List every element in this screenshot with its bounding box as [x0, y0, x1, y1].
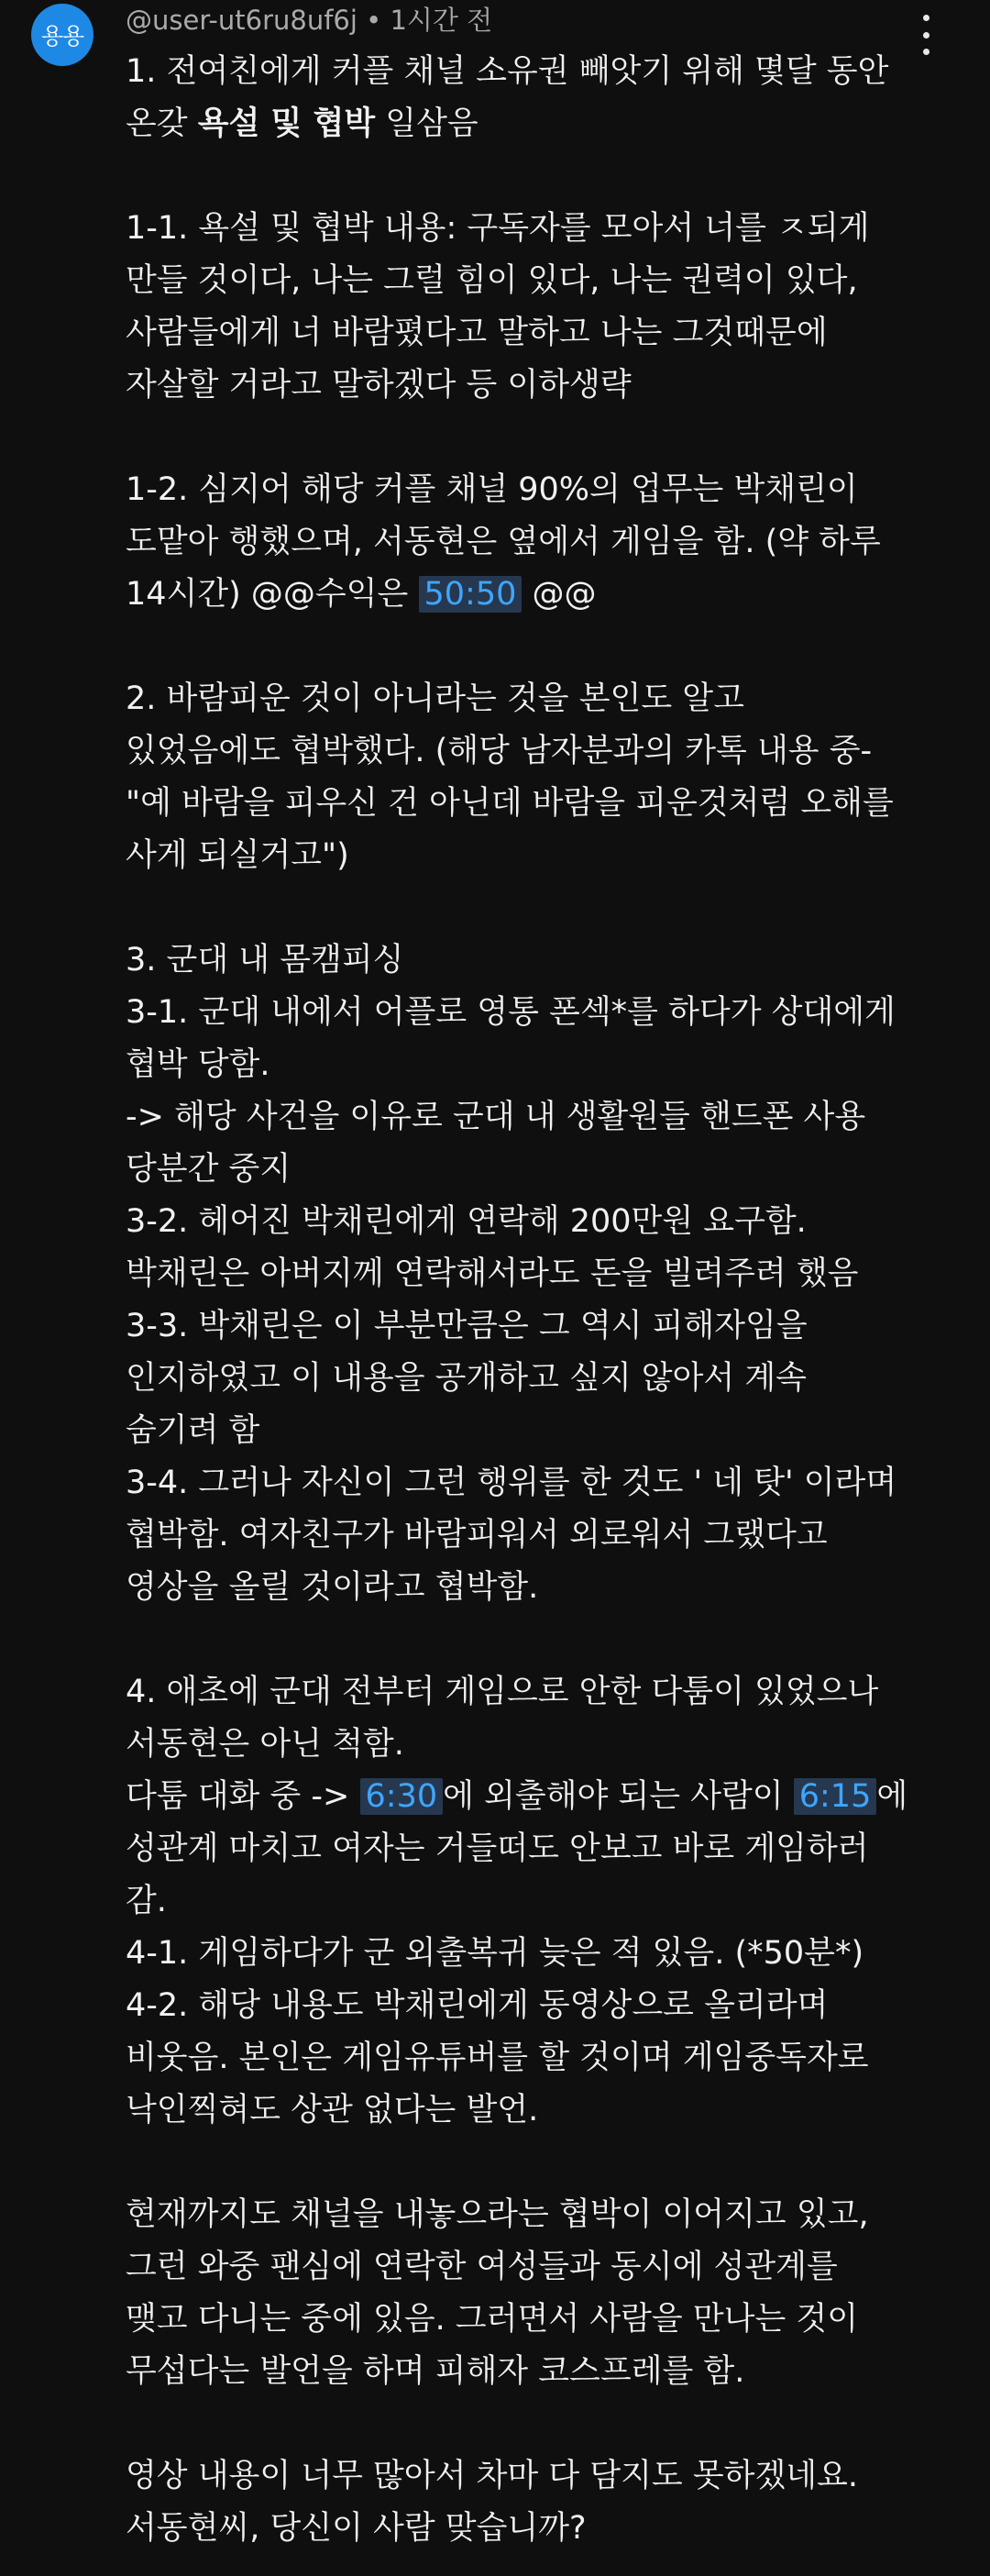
text-segment: 협박함. 여자친구가 바람피워서 외로워서 그랬다고	[126, 1517, 828, 1553]
text-segment: 사람들에게 너 바람폈다고 말하고 나는 그것때문에	[126, 315, 828, 351]
comment-line	[126, 46, 960, 98]
comment-line	[126, 2189, 960, 2241]
comment-line	[126, 934, 960, 987]
comment-line	[126, 1039, 960, 1091]
comment-line	[126, 1666, 960, 1719]
comment-body	[126, 46, 960, 2555]
comment-line	[126, 98, 960, 150]
comment-line	[126, 1928, 960, 1980]
comment-line	[126, 2294, 960, 2346]
comment-line	[126, 516, 960, 569]
blank-line	[126, 1614, 960, 1666]
text-segment: 성관계 마치고 여자는 거들떠도 안보고 바로 게임하러	[126, 1830, 869, 1867]
comment-line	[126, 1980, 960, 2032]
avatar[interactable]: 용용	[31, 4, 94, 66]
blank-line	[126, 2398, 960, 2450]
comment-line	[126, 1875, 960, 1928]
comment-line	[126, 1091, 960, 1144]
text-segment: 있었음에도 협박했다. (해당 남자분과의 카톡 내용 중-	[126, 733, 873, 769]
text-segment: 현재까지도 채널을 내놓으라는 협박이 이어지고 있고,	[126, 2196, 869, 2233]
comment-line	[126, 1353, 960, 1405]
text-segment: 숨기려 함	[126, 1412, 260, 1449]
text-segment: 인지하였고 이 내용을 공개하고 싶지 않아서 계속	[126, 1360, 807, 1397]
blank-line	[126, 2137, 960, 2189]
text-segment: "예 바람을 피우신 건 아닌데 바람을 피운것처럼 오해를	[126, 785, 894, 822]
text-segment: 에	[876, 1778, 908, 1815]
text-segment: 1-2. 심지어 해당 커플 채널 90%의 업무는 박채린이	[126, 471, 858, 508]
comment-line	[126, 673, 960, 725]
text-segment: 당분간 중지	[126, 1151, 292, 1188]
comment-line	[126, 778, 960, 830]
text-segment: 1-1. 욕설 및 협박 내용: 구독자를 모아서 너를 ㅈ되게	[126, 210, 870, 247]
text-segment: 그런 와중 팬심에 연락한 여성들과 동시에 성관계를	[126, 2249, 838, 2285]
text-segment: 3. 군대 내 몸캠피싱	[126, 942, 404, 978]
comment-line	[126, 255, 960, 307]
text-segment: -> 해당 사건을 이유로 군대 내 생활원들 핸드폰 사용	[126, 1099, 866, 1135]
text-segment: 비웃음. 본인은 게임유튜버를 할 것이며 게임중독자로	[126, 2040, 869, 2076]
text-segment: 사게 되실거고")	[126, 837, 349, 874]
comment-line	[126, 725, 960, 778]
author-handle[interactable]: @user-ut6ru8uf6j	[126, 5, 358, 36]
text-segment: 서동현씨, 당신이 사람 맞습니까?	[126, 2510, 587, 2547]
timestamp-link[interactable]: 50:50	[419, 576, 522, 613]
text-segment: 온갖	[126, 105, 198, 142]
comment-line	[126, 359, 960, 412]
comment-line	[126, 1300, 960, 1353]
timestamp-link[interactable]: 6:30	[360, 1778, 444, 1815]
text-segment: 3-4. 그러나 자신이 그런 행위를 한 것도 ' 네 탓' 이라며	[126, 1465, 897, 1501]
text-segment: 14시간) @@수익은	[126, 576, 419, 613]
blank-line	[126, 882, 960, 934]
text-segment: 맺고 다니는 중에 있음. 그러면서 사람을 만나는 것이	[126, 2301, 859, 2338]
text-segment: 영상을 올릴 것이라고 협박함.	[126, 1569, 539, 1606]
text-segment: 만들 것이다, 나는 그럴 힘이 있다, 나는 권력이 있다,	[126, 262, 858, 299]
blank-line	[126, 150, 960, 203]
comment-line	[126, 2450, 960, 2503]
comment-line	[126, 1771, 960, 1823]
text-segment: 낙인찍혀도 상관 없다는 발언.	[126, 2092, 539, 2128]
blank-line	[126, 621, 960, 673]
text-segment: 3-1. 군대 내에서 어플로 영통 폰섹*를 하다가 상대에게	[126, 994, 896, 1031]
text-segment: 서동현은 아닌 척함.	[126, 1726, 404, 1763]
comment-line	[126, 1509, 960, 1562]
comment-line	[126, 2346, 960, 2398]
text-segment: 도맡아 행했으며, 서동현은 옆에서 게임을 함. (약 하루	[126, 524, 881, 560]
text-segment: 영상 내용이 너무 많아서 차마 다 담지도 못하겠네요.	[126, 2458, 859, 2494]
text-segment: 자살할 거라고 말하겠다 등 이하생략	[126, 367, 632, 404]
comment-line	[126, 1248, 960, 1300]
comment-line	[126, 2032, 960, 2084]
comment-line	[126, 1457, 960, 1509]
comment-line	[126, 2241, 960, 2294]
comment-line	[126, 1823, 960, 1875]
comment-line	[126, 1719, 960, 1771]
text-segment: @@	[522, 576, 597, 613]
timestamp: 1시간 전	[390, 5, 493, 36]
text-segment: 4. 애초에 군대 전부터 게임으로 안한 다툼이 있었으나	[126, 1674, 879, 1710]
comment-line	[126, 1144, 960, 1196]
text-segment: 협박 당함.	[126, 1046, 270, 1083]
comment-line	[126, 2084, 960, 2137]
timestamp-link[interactable]: 6:15	[794, 1778, 877, 1815]
comment-line	[126, 1196, 960, 1248]
separator-dot: •	[357, 5, 390, 36]
text-segment: 일삼음	[375, 105, 478, 142]
comment-line	[126, 307, 960, 359]
comment-header	[126, 0, 492, 40]
text-segment: 감.	[126, 1883, 167, 1919]
text-segment: 다툼 대화 중 ->	[126, 1778, 360, 1815]
text-segment: 4-1. 게임하다가 군 외출복귀 늦은 적 있음. (*50분*)	[126, 1935, 864, 1972]
comment-line	[126, 2503, 960, 2555]
text-segment: 에 외출해야 되는 사람이	[443, 1778, 794, 1815]
comment-line	[126, 830, 960, 882]
text-segment: 2. 바람피운 것이 아니라는 것을 본인도 알고	[126, 680, 744, 717]
text-segment: 3-3. 박채린은 이 부분만큼은 그 역시 피해자임을	[126, 1308, 808, 1344]
text-segment: 3-2. 헤어진 박채린에게 연락해 200만원 요구함.	[126, 1203, 807, 1240]
text-segment: 1. 전여친에게 커플 채널 소유권 빼앗기 위해 몇달 동안	[126, 53, 889, 90]
bold-text: 욕설 및 협박	[197, 105, 376, 142]
text-segment: 무섭다는 발언을 하며 피해자 코스프레를 함.	[126, 2353, 745, 2390]
comment-line	[126, 987, 960, 1039]
comment-line	[126, 203, 960, 255]
comment-line	[126, 1405, 960, 1457]
blank-line	[126, 412, 960, 464]
comment-line	[126, 1562, 960, 1614]
comment-line	[126, 464, 960, 516]
comment-line	[126, 569, 960, 621]
text-segment: 박채린은 아버지께 연락해서라도 돈을 빌려주려 했음	[126, 1255, 859, 1292]
text-segment: 4-2. 해당 내용도 박채린에게 동영상으로 올리라며	[126, 1987, 829, 2024]
